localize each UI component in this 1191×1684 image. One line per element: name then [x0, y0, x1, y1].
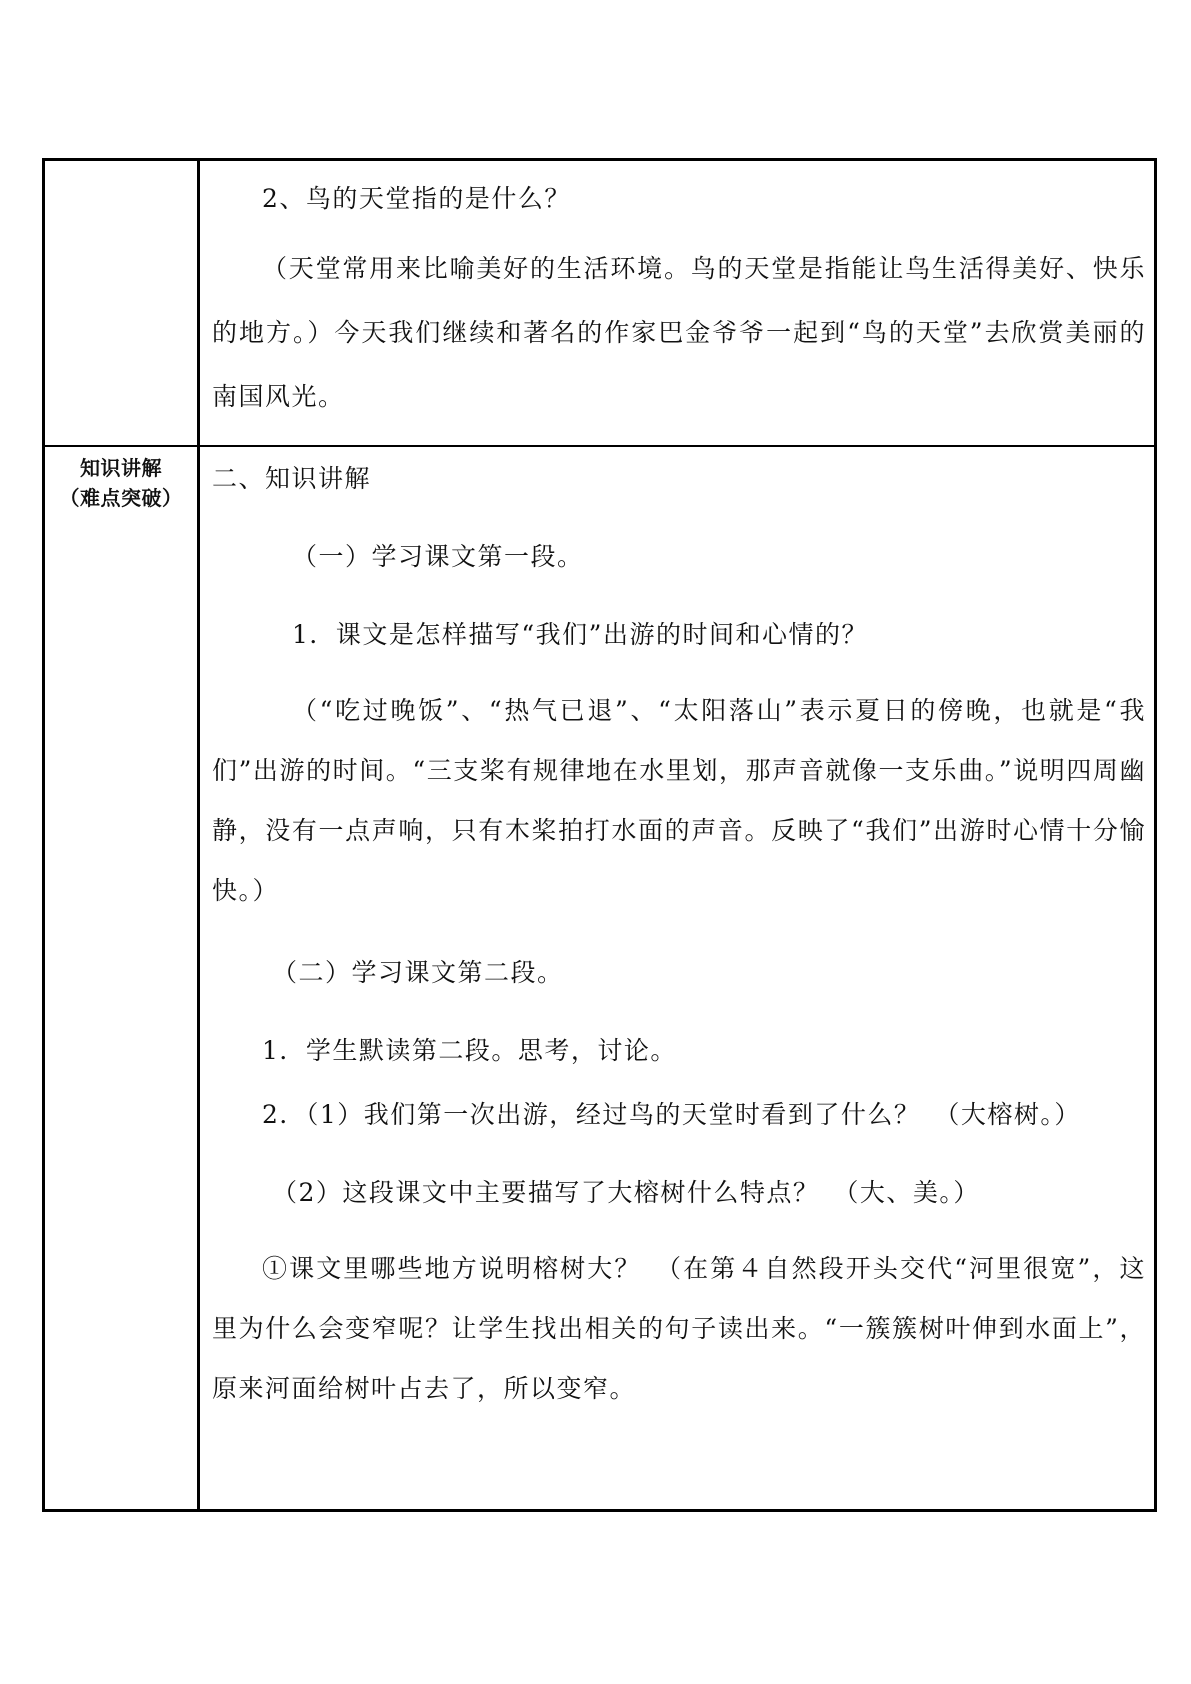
knowledge-content-cell	[199, 446, 1156, 1511]
table-row-intro	[44, 160, 1156, 447]
intro-content-cell	[199, 160, 1156, 447]
table-row-knowledge	[44, 446, 1156, 1511]
section-label-title: 知识讲解	[80, 456, 162, 480]
section-heading: 二、知识讲解	[212, 464, 372, 493]
question-one: 1．课文是怎样描写“我们”出游的时间和心情的？	[292, 620, 868, 649]
section-label	[45, 447, 197, 513]
section-label-subtitle: （难点突破）	[59, 486, 183, 510]
lesson-plan-table	[42, 158, 1157, 1512]
task-two: 2．（1）我们第一次出游，经过鸟的天堂时看到了什么？ （大榕树。）	[262, 1100, 1081, 1129]
question-paragraph: 2、鸟的天堂指的是什么？	[262, 184, 571, 213]
task-two-part-two: （2）这段课文中主要描写了大榕树什么特点？ （大、美。）	[272, 1178, 980, 1207]
answer-one: （“吃过晚饭”、“热气已退”、“太阳落山”表示夏日的傍晚，也就是“我们”出游的时间。“三支桨有规律地在水里划，那声音就像一支乐曲。”说明四周幽静，没有一点声响，只有木桨拍打水面的声音。反映了“我们”出游时心情十分愉快。）	[212, 696, 1146, 905]
task-one: 1．学生默读第二段。思考，讨论。	[262, 1036, 677, 1065]
section-label-cell	[44, 446, 199, 1511]
subsection-heading-two: （二）学习课文第二段。	[272, 958, 564, 987]
subsection-heading-one: （一）学习课文第一段。	[292, 542, 584, 571]
answer-paragraph: （天堂常用来比喻美好的生活环境。鸟的天堂是指能让鸟生活得美好、快乐的地方。）今天我们继续和著名的作家巴金爷爷一起到“鸟的天堂”去欣赏美丽的南国风光。	[212, 254, 1146, 411]
section-label-cell-empty	[44, 160, 199, 447]
task-two-detail: ①课文里哪些地方说明榕树大？ （在第４自然段开头交代“河里很宽”，这里为什么会变窄呢？让学生找出相关的句子读出来。“一簇簇树叶伸到水面上”，原来河面给树叶占去了，所以变窄。	[212, 1254, 1146, 1403]
